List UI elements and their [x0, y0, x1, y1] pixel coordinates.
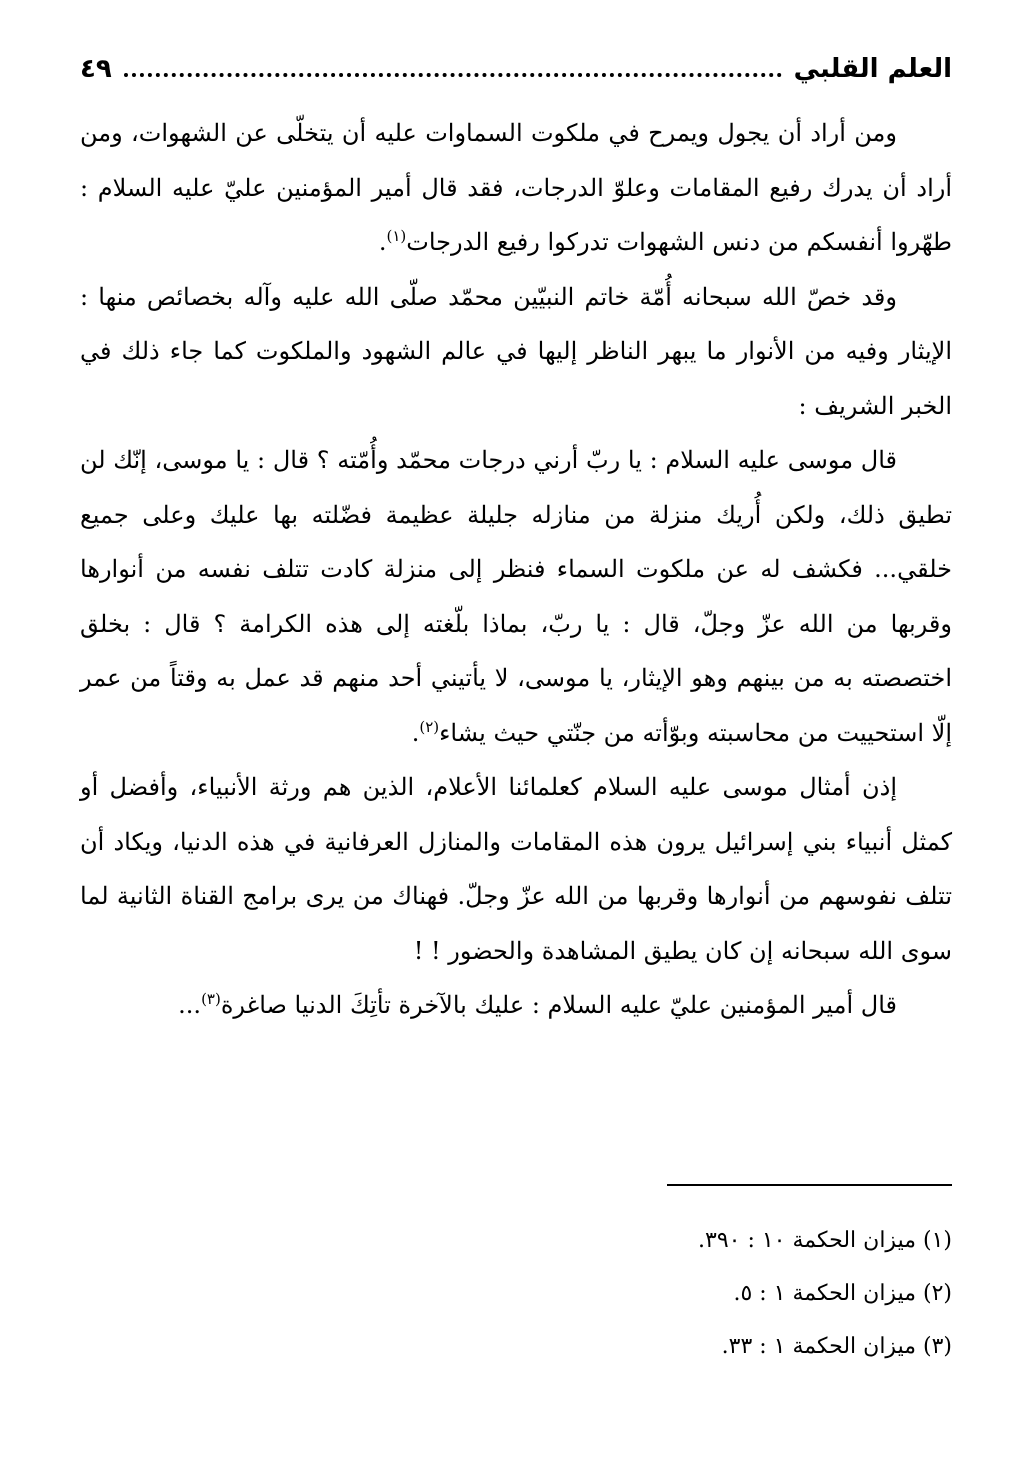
body-text	[80, 106, 952, 1033]
running-header	[80, 44, 952, 94]
paragraph-2-text: وقد خصّ الله سبحانه أُمّة خاتم النبيّين محمّد صلّى الله عليه وآله بخصائص منها : الإيثار وفيه من الأنوار ما يبهر الناظر إليها في عالم الشهود والملكوت كما جاء ذلك في الخبر الشريف :	[80, 282, 952, 420]
paragraph-5-end: ...	[178, 991, 202, 1019]
footnote-separator	[667, 1184, 952, 1186]
paragraph-5-text: قال أمير المؤمنين عليّ عليه السلام : عليك بالآخرة تأتِكَ الدنيا صاغرة	[220, 991, 897, 1019]
footnote-ref-2[interactable]: (٢)	[419, 717, 440, 736]
paragraph-1-end: .	[378, 228, 387, 256]
paragraph-3-text: قال موسى عليه السلام : يا ربّ أرني درجات محمّد وأُمّته ؟ قال : يا موسى، إنّك لن تطيق ذلك، ولكن أُريك منزلة من منازله جليلة عظيمة فضّلته بها عليك وعلى جميع خلقي... فكشف له عن ملكوت السماء فنظر إلى منزلة كادت تتلف نفسه من أنوارها وقربها من الله عزّ وجلّ، قال : يا ربّ، بماذا بلّغته إلى هذه الكرامة ؟ قال : بخلق اختصصته به من بينهم وهو الإيثار، يا موسى، لا يأتيني أحد منهم قد عمل به وقتاً من عمر إلّا استحييت من محاسبته وبوّأته من جنّتي حيث يشاء	[80, 446, 953, 747]
dotted-leader	[124, 73, 782, 77]
footnotes	[80, 1214, 952, 1373]
footnote-1: (١) ميزان الحكمة ١٠ : ٣٩٠.	[698, 1228, 952, 1253]
footnote-2: (٢) ميزان الحكمة ١ : ٥.	[733, 1281, 952, 1306]
page-number: ٤٩	[80, 54, 112, 84]
paragraph-5	[80, 978, 952, 1033]
paragraph-2	[80, 270, 952, 434]
paragraph-1	[80, 106, 952, 270]
paragraph-3-end: .	[411, 718, 420, 747]
paragraph-1-text: ومن أراد أن يجول ويمرح في ملكوت السماوات عليه أن يتخلّى عن الشهوات، ومن أراد أن يدرك رفيع المقامات وعلوّ الدرجات، فقد قال أمير المؤمنين عليّ عليه السلام : طهّروا أنفسكم من دنس الشهوات تدركوا رفيع الدرجات	[80, 119, 952, 256]
footnote-3: (٣) ميزان الحكمة ١ : ٣٣.	[721, 1334, 952, 1359]
paragraph-4	[80, 760, 952, 978]
running-title: العلم القلبي	[793, 54, 952, 84]
footnote-ref-1[interactable]: (١)	[386, 227, 407, 245]
paragraph-3	[80, 433, 952, 760]
footnote-ref-3[interactable]: (٣)	[201, 990, 221, 1008]
paragraph-4-text: إذن أمثال موسى عليه السلام كعلمائنا الأعلام، الذين هم ورثة الأنبياء، وأفضل أو كمثل أنبياء بني إسرائيل يرون هذه المقامات والمنازل العرفانية في هذه الدنيا، ويكاد أن تتلف نفوسهم من أنوارها وقربها من الله عزّ وجلّ. فهناك من يرى برامج القناة الثانية لما سوى الله سبحانه إن كان يطيق المشاهدة والحضور ! !	[80, 773, 952, 965]
